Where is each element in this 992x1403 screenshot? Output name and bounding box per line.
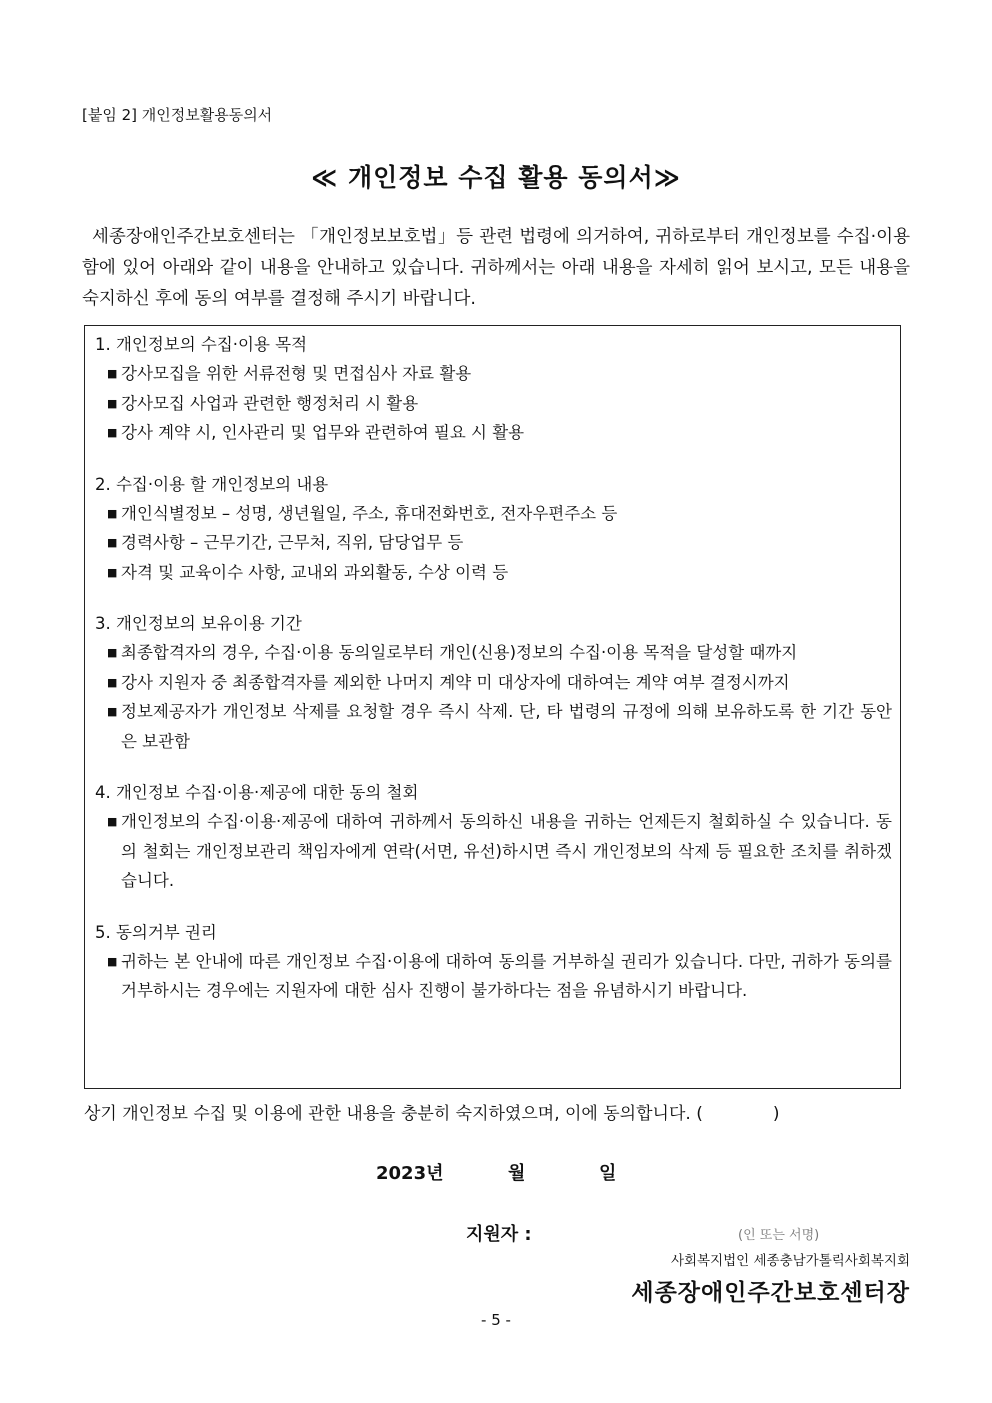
- section-3: [95, 609, 892, 756]
- consent-check-close: ): [772, 1104, 780, 1124]
- date-year: 2023년: [376, 1163, 444, 1184]
- section-title: 2. 수집·이용 할 개인정보의 내용: [95, 474, 329, 494]
- section-title: 1. 개인정보의 수집·이용 목적: [95, 335, 308, 354]
- list-item: ■ 개인식별정보 – 성명, 생년월일, 주소, 휴대전화번호, 전자우편주소 등: [95, 499, 892, 529]
- attachment-label: [붙임 2] 개인정보활용동의서: [82, 106, 273, 124]
- page-number: - 5 -: [481, 1311, 511, 1329]
- list-item: ■ 귀하는 본 안내에 따른 개인정보 수집·이용에 대하여 동의를 거부하실 권리가 있습니다. 다만, 귀하가 동의를 거부하시는 경우에는 지원자에 대한 심사 진행이 불가하다는 점을 유념하시기 바랍니다.: [95, 947, 892, 1006]
- section-2: [95, 470, 892, 588]
- section-title: 5. 동의거부 권리: [95, 922, 217, 942]
- list-item: ■ 개인정보의 수집·이용·제공에 대하여 귀하께서 동의하신 내용을 귀하는 언제든지 철회하실 수 있습니다. 동의 철회는 개인정보관리 책임자에게 연락(서면, 유선)하시면 즉시 개인정보의 삭제 등 필요한 조치를 취하겠습니다.: [95, 807, 892, 896]
- date-day[interactable]: 일: [599, 1163, 617, 1184]
- list-item: ■ 강사 지원자 중 최종합격자를 제외한 나머지 계약 미 대상자에 대하여는 계약 여부 결정시까지: [95, 668, 892, 698]
- consent-check-open: (: [696, 1104, 703, 1124]
- bullet-square-icon: ■: [107, 565, 118, 579]
- list-item: ■ 강사모집 사업과 관련한 행정처리 시 활용: [95, 389, 892, 419]
- section-5: [95, 918, 892, 1006]
- document-title: ≪ 개인정보 수집 활용 동의서≫: [311, 163, 681, 192]
- bullet-square-icon: ■: [107, 954, 118, 968]
- intro-paragraph: 세종장애인주간보호센터는 「개인정보보호법」등 관련 법령에 의거하여, 귀하로부터 개인정보를 수집·이용함에 있어 아래와 같이 내용을 안내하고 있습니다. 귀하께서는 아래 내용을 자세히 읽어 보시고, 모든 내용을 숙지하신 후에 동의 여부를 결정해 주시기 바랍니다.: [82, 227, 910, 309]
- section-title: 3. 개인정보의 보유이용 기간: [95, 614, 302, 633]
- list-item: ■ 자격 및 교육이수 사항, 교내외 과외활동, 수상 이력 등: [95, 558, 892, 588]
- consent-text: 상기 개인정보 수집 및 이용에 관한 내용을 충분히 숙지하였으며, 이에 동의합니다.: [84, 1104, 691, 1124]
- bullet-square-icon: ■: [107, 396, 118, 410]
- bullet-square-icon: ■: [107, 536, 118, 549]
- list-item: ■ 경력사항 – 근무기간, 근무처, 직위, 담당업무 등: [95, 528, 892, 558]
- signature-field[interactable]: (인 또는 서명): [738, 1228, 820, 1243]
- bullet-square-icon: ■: [107, 646, 118, 659]
- list-item: ■ 정보제공자가 개인정보 삭제를 요청할 경우 즉시 삭제. 단, 타 법령의 규정에 의해 보유하도록 한 기간 동안은 보관함: [95, 697, 892, 756]
- consent-details-box: [84, 325, 901, 1089]
- bullet-square-icon: ■: [107, 506, 118, 520]
- bullet-square-icon: ■: [107, 367, 118, 380]
- consent-statement: [84, 1099, 779, 1124]
- section-4: [95, 778, 892, 896]
- section-1: [95, 330, 892, 448]
- bullet-square-icon: ■: [107, 675, 118, 689]
- list-item: ■ 강사모집을 위한 서류전형 및 면접심사 자료 활용: [95, 359, 892, 389]
- list-item: ■ 최종합격자의 경우, 수집·이용 동의일로부터 개인(신용)정보의 수집·이용 목적을 달성할 때까지: [95, 638, 892, 668]
- date-month[interactable]: 월: [508, 1163, 526, 1184]
- organization-name: 사회복지법인 세종충남가톨릭사회복지회: [670, 1253, 910, 1269]
- list-item: ■ 강사 계약 시, 인사관리 및 업무와 관련하여 필요 시 활용: [95, 418, 892, 448]
- center-head-title: 세종장애인주간보호센터장: [631, 1280, 910, 1306]
- bullet-square-icon: ■: [107, 426, 118, 439]
- applicant-label: 지원자 :: [466, 1224, 532, 1245]
- section-title: 4. 개인정보 수집·이용·제공에 대한 동의 철회: [95, 783, 419, 802]
- bullet-square-icon: ■: [107, 815, 118, 828]
- bullet-square-icon: ■: [107, 705, 118, 718]
